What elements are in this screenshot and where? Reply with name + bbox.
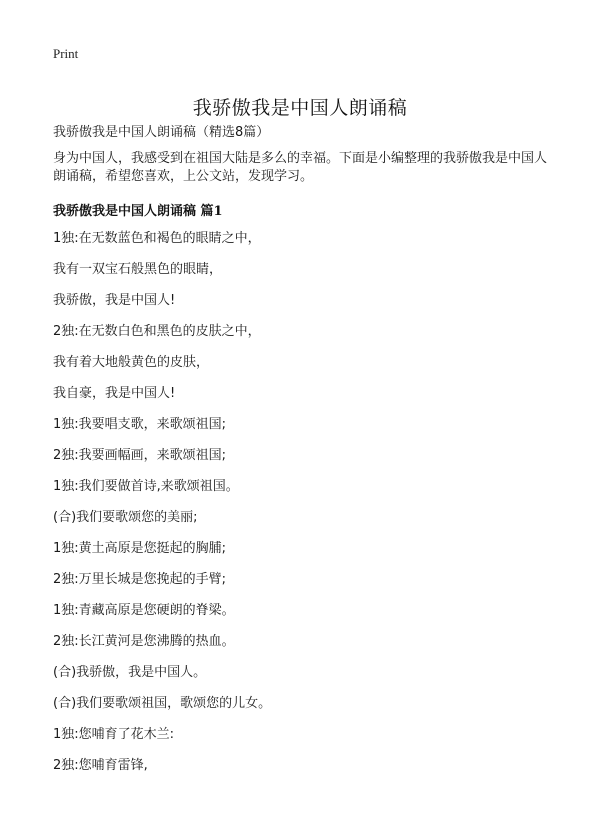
recitation-line: 1独:您哺育了花木兰: [53, 727, 175, 742]
document-subtitle: 我骄傲我是中国人朗诵稿（精选8篇） [53, 125, 270, 140]
recitation-line: (合)我们要歌颂祖国，歌颂您的儿女。 [53, 696, 272, 711]
recitation-line: 我有一双宝石般黑色的眼睛， [53, 262, 223, 277]
recitation-line: 2独:万里长城是您挽起的手臂; [53, 572, 227, 587]
recitation-line: 我骄傲，我是中国人! [53, 293, 176, 308]
recitation-lines [53, 230, 573, 788]
recitation-line: 2独:在无数白色和黑色的皮肤之中， [53, 324, 261, 339]
recitation-line: 我自豪，我是中国人! [53, 386, 176, 401]
print-link[interactable]: Print [53, 46, 79, 61]
recitation-line: 1独:我们要做首诗,来歌颂祖国。 [53, 479, 239, 494]
recitation-line: 1独:我要唱支歌，来歌颂祖国; [53, 417, 227, 432]
recitation-line: 2独:长江黄河是您沸腾的热血。 [53, 634, 235, 649]
recitation-line: (合)我骄傲，我是中国人。 [53, 665, 207, 680]
recitation-line: 1独:在无数蓝色和褐色的眼睛之中， [53, 231, 261, 246]
recitation-line: 1独:黄土高原是您挺起的胸脯; [53, 541, 227, 556]
recitation-line: 我有着大地般黄色的皮肤， [53, 355, 210, 370]
section-heading: 我骄傲我是中国人朗诵稿 篇1 [53, 204, 223, 219]
recitation-line: 2独:我要画幅画，来歌颂祖国; [53, 448, 227, 463]
intro-paragraph: 身为中国人，我感受到在祖国大陆是多么的幸福。下面是小编整理的我骄傲我是中国人朗诵稿，希望您喜欢，上公文站，发现学习。 [53, 151, 548, 184]
page-title: 我骄傲我是中国人朗诵稿 [192, 96, 408, 119]
recitation-line: 2独:您哺育雷锋, [53, 758, 148, 773]
recitation-line: (合)我们要歌颂您的美丽; [53, 510, 198, 525]
recitation-line: 1独:青藏高原是您硬朗的脊梁。 [53, 603, 235, 618]
